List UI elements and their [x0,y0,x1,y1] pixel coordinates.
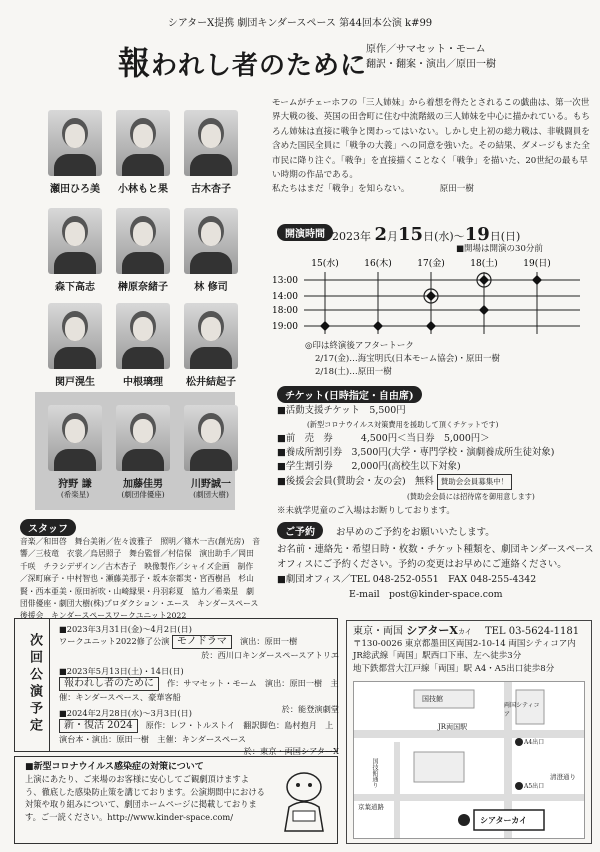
next-show-3-credit: 原作：レフ・トルストイ 翻訳脚色：島村抱月 上演台本・演出：原田一樹 主催：キンダースペース [59,720,334,744]
next-show-1-credit: 演出：原田一樹 [239,636,298,646]
theater-access-subway: 地下鉄都営大江戸線「両国」駅 A4・A5出口徒歩8分 [353,663,555,674]
access-map [353,681,585,839]
cast-photo [184,303,238,369]
after-talk-legend: ◎印は終演後アフタートーク [305,341,414,351]
next-show-3 [59,707,339,757]
next-show-2-date: ■2023年5月13日(土)・14日(日) [59,666,184,676]
cast-name: 松井結起子 [186,377,236,388]
theater-tel: TEL 03-5624-1181 [484,626,580,637]
schedule-time-label: 18:00 [272,306,298,316]
cast-photo [48,405,102,471]
run-end-day: 19 [464,224,490,245]
cast-name: 関戸滉生 [55,377,95,388]
theater-access-jr: JR総武線「両国」駅西口下車、左へ徒歩3分 [353,651,522,662]
play-title [118,38,367,84]
cast-photo [116,405,170,471]
staff-label: スタッフ [20,519,76,536]
schedule-time-label: 13:00 [272,276,298,286]
cast-name: 狩野 謙 [58,479,92,490]
run-start-day: 15 [398,224,424,245]
run-dates: 2023年 2月15日(水)～19日(日) [332,224,521,245]
schedule-day-label: 16(木) [364,259,392,269]
schedule-label: 開演時間 [277,224,333,241]
run-month: 2 [374,224,388,245]
cast-name: 林 修司 [194,282,228,293]
ticket-supporters [277,474,595,490]
next-show-3-title: 新・復活 2024 [59,719,138,733]
next-show-1-date: ■2023年3月31日(金)～4月2日(日) [59,624,192,634]
map-label-kokugikan: 国技館 [422,695,443,703]
schedule-day-label: 15(水) [311,259,339,269]
schedule-grid [270,254,590,340]
ticket-supporters-note: (賛助会会員には招待席を御用意します) [407,492,535,501]
cast-name: 小林もと果 [118,184,168,195]
cast-photo [48,208,102,274]
schedule-day-label: 17(金) [417,259,445,269]
credit-staff: 翻訳・翻案・演出／原田一樹 [366,59,496,70]
theater-name: シアターX [406,624,458,637]
next-show-2-credit: 作：サマセット・モーム 演出：原田一樹 主催：キンダースペース、豪華客船 [59,678,339,702]
ticket-list [277,404,595,518]
cast-photo [48,110,102,176]
intro-text: モームがチェーホフの「三人姉妹」から着想を得たとされるこの戯曲は、第一次世界大戦の後、英国の田舎町に住む中流階級の三人姉妹を中心に描かれている。もちろん姉妹は直接に戦争と関わってはいない。しかし史上初の総力戦は、非戦闘員を含めた国民全員に「戦争の大義」への同意を強いた。その結果、ダメージもまた全市民に降り注ぐ。「戦争」を直接描くことなく「戦争」を描いた、20世紀の最も早い時期の作品である。 私たちはまだ「戦争」を知らない。 原田一樹 [272,98,590,195]
covid-text [25,761,265,823]
theater-address: 〒130-0026 東京都墨田区両国2-10-14 両国シティコア内 [353,639,576,650]
ticket-support-note: (新型コロナウイルス対策費用を援助して頂くチケットです) [307,420,499,429]
ticket-school: ■養成所割引券 3,500円(大学・専門学校・演劇養成所生徒対象) [277,447,555,458]
credits [366,42,496,72]
map-label-kiyosumi: 清澄通り [550,773,576,781]
next-show-2-title: 報われし者のために [59,677,159,691]
covid-notice [14,756,338,844]
ticket-support: ■活動支援チケット 5,500円 [277,405,406,416]
open-note: ■開場は開演の30分前 [456,244,543,254]
next-show-3-date: ■2024年2月28日(水)～3月3日(日) [59,708,192,718]
cast-name: 川野誠一 [191,479,231,490]
staff-list: 音楽／和田啓 舞台美術／佐々波雅子 照明／篠木一吉(創光房) 音響／三枝竜 衣裳／烏居照子 舞台監督／村信保 演出助手／岡田千咲 チラシデザイン／古木杏子 映像製作／シャイズ企画 制作／深町麻子・中村智也・瀬藤美那子・坂本奈都実・宮西樹昌 杉山賢・西本亜美・原田祈吹・山崎縁果・丹羽彩夏 協力／希楽星 劇団俳優座・劇団大樹(株)プロダクション・エース キンダースペース後援会 キンダースペースワークユニット2022 [20,537,260,621]
schedule-day-label: 18(土) [470,259,498,269]
map-label-keiyo: 京葉道路 [358,803,384,811]
cast-name: 古木杏子 [191,184,231,195]
performance-marker [479,305,489,315]
performance-marker [373,321,383,331]
map-label-theater: シアターカイ [480,815,528,825]
after-talk-notes [305,340,500,379]
theater-area: 東京・両国 [353,626,403,637]
cast-affiliation: (劇団大樹) [193,490,229,499]
run-start-weekday: (水)～ [434,230,465,243]
reservation-office: ■劇団オフィス／TEL 048-252-0551 FAX 048-255-4342 [277,574,537,585]
map-drawing [354,682,584,838]
cast-affiliation: (希楽星) [60,490,90,499]
supporters-badge: 賛助会会員募集中！ [437,474,513,490]
cast-photo [116,303,170,369]
next-show-1 [59,623,339,661]
theater-info [346,620,592,844]
cast-name: 榊原奈緒子 [118,282,168,293]
theater-text [353,625,589,675]
theater-name-line [353,625,589,638]
performance-marker [426,291,436,301]
performance-marker [320,321,330,331]
next-shows-side [15,619,50,751]
after-talk-2: 2/18(土)…原田一樹 [315,367,392,377]
reservation-lead: お早めのご予約をお願いいたします。 [336,527,495,538]
cast-photo [48,303,102,369]
map-label-a5: A5出口 [524,783,545,790]
next-show-3-venue: 於：東京・両国シアターX [243,746,339,756]
map-label-city-core: 両国シティコア [504,702,540,718]
map-label-kokugikan-dori: 国技館通り [371,758,378,788]
schedule-day-label: 19(日) [523,259,551,269]
next-show-1-sub: ワークユニット2022修了公演 [59,636,170,646]
cast-affiliation: (劇団俳優座) [121,490,165,499]
cast-name: 中根璃理 [123,377,163,388]
next-show-1-title: モノドラマ [172,635,232,649]
performance-marker [426,321,436,331]
ticket-label: チケット(日時指定・自由席) [277,386,422,403]
map-label-jr-station: JR両国駅 [438,723,468,731]
schedule-time-label: 19:00 [272,322,298,332]
schedule-time-label: 14:00 [272,292,298,302]
next-shows-box [14,618,339,756]
cast-photo [184,110,238,176]
presenter-line: シアターX提携 劇団キンダースペース 第44回本公演 k#99 [167,18,433,29]
performance-marker [532,275,542,285]
credit-original: 原作／サマセット・モーム [366,44,486,55]
ticket-student: ■学生割引券 2,000円(高校生以下対象) [277,461,461,472]
reservation-text: お名前・連絡先・希望日時・枚数・チケット種類を、劇団キンダースペースオフィスにご予約ください。予約の変更はお早めにご連絡ください。 [277,544,594,570]
ticket-supporters-text: ■後援会会員(賛助会・友の会) 無料 [277,476,434,487]
theater-kana: カイ [457,628,472,636]
cast-name: 森下高志 [55,282,95,293]
map-label-a4: A4出口 [524,739,545,746]
title-first-char: 報 [118,44,152,82]
next-show-1-venue: 於：西川口キンダースペースアトリエ [201,650,339,660]
ticket-preschool-note: ※未就学児童のご入場はお断りしております。 [277,506,455,516]
covid-title: ■新型コロナウイルス感染症の対策について [25,762,204,772]
next-show-2-venue: 於：能登演劇堂 [281,704,339,714]
cast-photo [116,110,170,176]
reservation-body [277,542,595,602]
mascot-illustration [277,767,331,833]
ticket-advance: ■前 売 券 4,500円＜当日券 5,000円＞ [277,433,490,444]
cast-photo [184,405,238,471]
after-talk-1: 2/17(金)…海宝明氏(日本モーム協会)・原田一樹 [315,354,501,364]
cast-photo [116,208,170,274]
cast-name: 瀬田ひろ美 [50,184,100,195]
performance-marker [479,275,489,285]
run-year: 2023年 [332,230,371,243]
cast-name: 加藤佳男 [123,479,163,490]
covid-body: 上演にあたり、ご来場のお客様に安心してご観劇頂けますよう、徹底した感染防止策を講じております。公演期間中における対策や取り組みについて、劇団ホームページに掲載しております。ご一読ください。http://www.kinder-space.com/ [25,774,265,822]
title-rest: われし者のために [151,51,368,81]
reservation-label: ご予約 [277,522,323,539]
run-end-weekday: (日) [500,230,521,243]
reservation-email[interactable]: E-mail post@kinder-space.com [349,589,503,600]
next-shows-label: 次回公演予定 [27,633,42,735]
cast-photo [184,208,238,274]
